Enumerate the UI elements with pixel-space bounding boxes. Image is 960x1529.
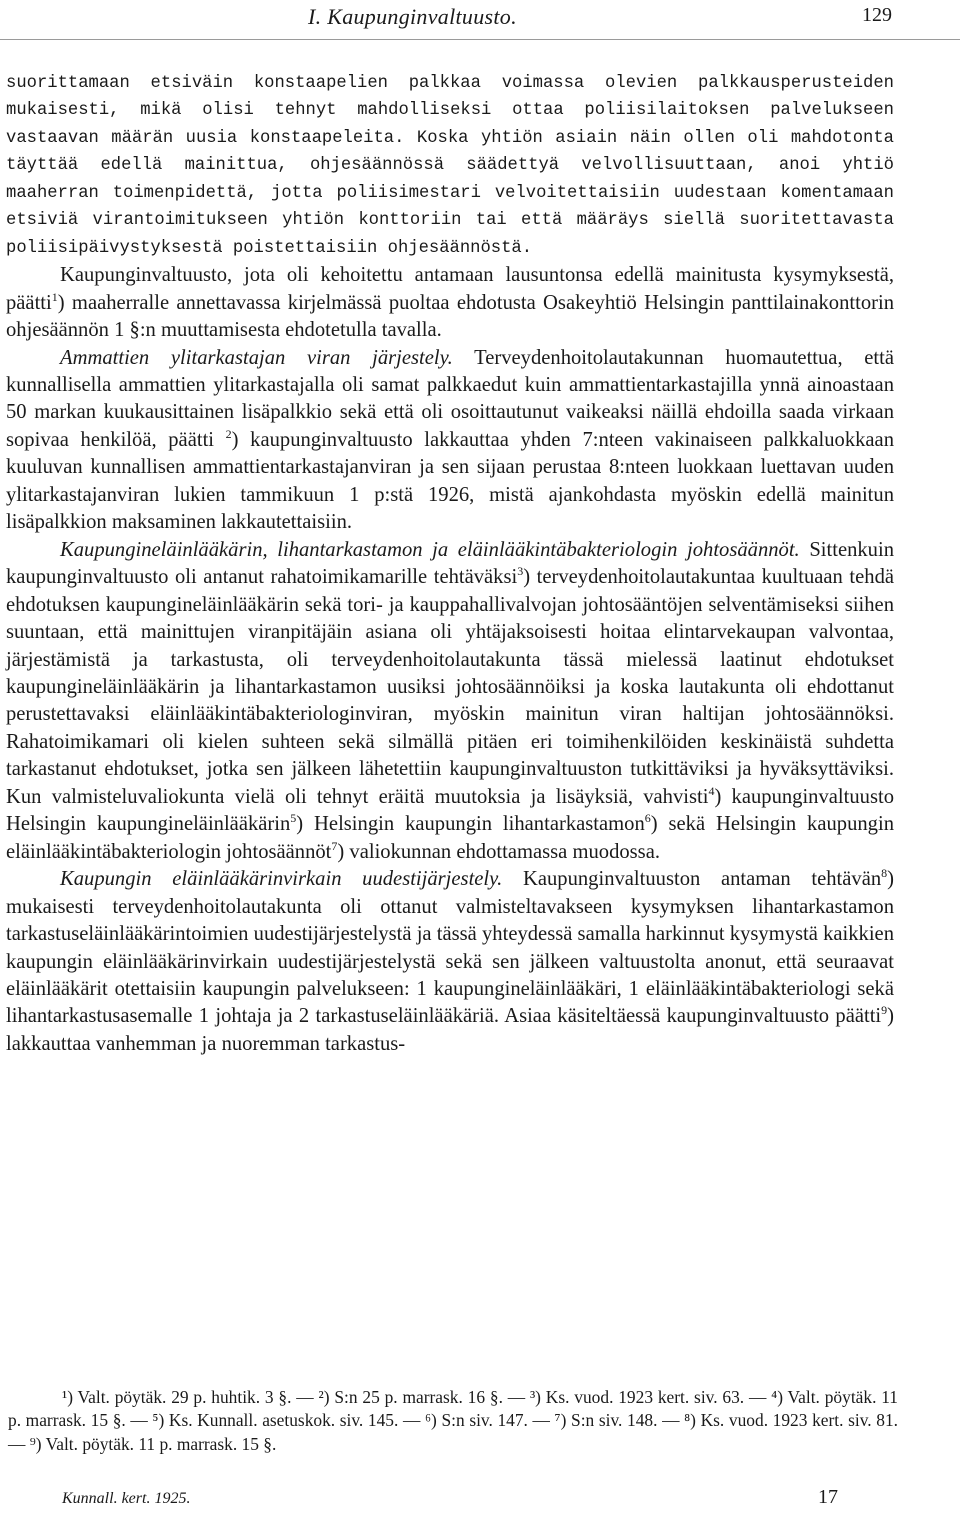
footer-signature-number: 17: [818, 1486, 838, 1508]
footnote-ref: 7: [331, 838, 338, 853]
running-title: I. Kaupunginvaltuusto.: [308, 4, 517, 29]
paragraph-text: ) sekä Helsingin kaupungin eläinlääkintäbakteriologin johtosäännöt: [6, 813, 894, 863]
footnote-ref: 3: [517, 564, 524, 579]
footnote-ref: 8: [881, 866, 888, 881]
paragraph-text: ) kaupunginvaltuusto lakkauttaa yhden 7:nteen vakinaiseen palkkaluokkaan kuuluvan kunnallisen ammattientarkastajanviran ja sen sijaan perustaa 8:nteen luokkaan luettavan uuden ylitarkastajanviran lukien tammikuun 1 p:stä 1926, mistä ajankohdasta myöskin edellä mainitun lisäpalkkion maksaminen lakkautettaisiin.: [6, 428, 894, 534]
paragraph-text: Koska yhtiön asiain näin ollen oli mahdotonta täyttää edellä mainittua, ohjesäännössä säädettyä velvollisuuttaan, anoi yhtiö maaherran toimenpidettä, jotta poliisimestari velvoitettaisiin uudestaan komentamaan etsiviä virantoimitukseen yhtiön konttoriin tai että määräys siellä suoritettavasta poliisipäivystyksestä poistettaisiin ohjesäännöstä.: [6, 128, 894, 258]
paragraph: [6, 345, 894, 537]
footnote-ref: 6: [644, 811, 651, 826]
paragraph-text: ) terveydenhoitolautakuntaa kuultuaan tehdä ehdotuksen kaupungineläinlääkärin sekä tori- ja kauppahallivalvojan johtosääntöjen selventämiseksi siihen suuntaan, että mainittujen viranpitäjäin asiana oli yhtäjaksoisesti hoitaa elintarvekaupan valvontaa, järjestämistä ja tarkastusta, oli terveydenhoitolautakunta tässä mielessä laatinut ehdotukset kaupungineläinlääkärin ja lihantarkastamon uusiksi johtosäännöiksi ja koska lautakunta oli ehdottanut perustettavaksi eläinlääkintäbakteriologinviran, myöskin mainitun viran haltijan johtosäännöksi. Rahatoimikamari oli kielen suhteen sekä silmällä pitäen eri toimihenkilöiden keskinäistä suhdetta tarkastanut ehdotukset, jotka sen jälkeen lähetettiin kaupunginvaltuuston tutkittäviksi ja hyväksyttäviksi. Kun valmisteluvaliokunta vielä oli tehnyt eräitä muutoksia ja lisäyksiä, vahvisti: [6, 566, 895, 808]
paragraph-continuation: [6, 70, 894, 262]
section-heading: Kaupungin eläinlääkärinvirkain uudestijärjestely.: [60, 868, 503, 891]
footnote-ref: 4: [708, 783, 715, 798]
page-number: 129: [862, 4, 892, 26]
paragraph-text: ) maaherralle annettavassa kirjelmässä puoltaa ehdotusta Osakeyhtiö Helsingin panttilainakonttorin ohjesäännön 1 §:n muuttamisesta ehdotetulla tavalla.: [6, 291, 894, 342]
paragraph-text: Terveydenhoitolautakunnan huomautettua, että kunnallisella ammattien ylitarkastajalla oli samat palkkaedut kuin ammattientarkastajilla ynnä ainoastaan 50 markan kuukausittainen lisäpalkkio sekä että oli osoittautunut vaikeaksi näillä ehdoilla saada virkaan sopivaa henkilöä, päätti: [6, 346, 894, 451]
paragraph-text: ) Helsingin kaupungin lihantarkastamon: [296, 813, 645, 836]
paragraph-text: Kaupunginvaltuuston antaman tehtävän: [502, 868, 882, 891]
footer-source: Kunnall. kert. 1925.: [62, 1490, 191, 1507]
paragraph-text: ) lakkauttaa vanhemman ja nuoremman tarkastus-: [6, 1005, 894, 1055]
footnotes: [8, 1386, 898, 1456]
body-text: [6, 70, 894, 1058]
paragraph: [6, 537, 894, 866]
page-header: [0, 4, 960, 34]
section-heading: Ammattien ylitarkastajan viran järjestely.: [60, 346, 453, 369]
paragraph-text: Kaupunginvaltuusto, jota oli kehoitettu antamaan lausuntonsa edellä mainitusta kysymyksestä, päätti: [6, 264, 894, 314]
paragraph: [6, 866, 894, 1058]
paragraph: [6, 262, 894, 344]
footnote-ref: 5: [290, 811, 297, 826]
paragraph-text: ) kaupunginvaltuusto Helsingin kaupungineläinlääkärin: [6, 785, 894, 836]
footnote-ref: 1: [51, 289, 58, 304]
footnote-text: ¹) Valt. pöytäk. 29 p. huhtik. 3 §. — ²) S:n 25 p. marrask. 16 §. — ³) Ks. vuod. 1923 kert. siv. 63. — ⁴) Valt. pöytäk. 11 p. marrask. 15 §. — ⁵) Ks. Kunnall. asetuskok. siv. 145. — ⁶) S:n siv. 147. — ⁷) S:n siv. 148. — ⁸) Ks. vuod. 1923 kert. siv. 81. — ⁹) Valt. pöytäk. 11 p. marrask. 15 §.: [8, 1387, 898, 1454]
section-heading: Kaupungineläinlääkärin, lihantarkastamon ja eläinlääkintäbakteriologin johtosäännöt.: [60, 538, 800, 561]
footnote-ref: 2: [225, 427, 232, 442]
paragraph-text: ) mukaisesti terveydenhoitolautakunta oli ottanut valmisteltavakseen kysymyksen lihantarkastamon tarkastuseläinlääkärintoimien uudestijärjestelystä ja tässä yhteydessä samalla harkinnut kysymystä kaikkien kaupungin eläinlääkärinvirkain uudestijärjestelystä sekä sen jälkeen valtuustolta anonut, että seuraavat eläinlääkärit otettaisiin kaupungin palvelukseen: 1 kaupungineläinlääkäri, 1 eläinlääkintäbakteriologi sekä lihantarkastusasemalle 1 johtaja ja 2 tarkastuseläinlääkäriä. Asiaa käsiteltäessä kaupunginvaltuusto päätti: [6, 868, 895, 1028]
footnote-ref: 9: [881, 1003, 888, 1018]
paragraph-text: suorittamaan etsiväin konstaapelien palkkaa voimassa olevien palkkausperusteiden mukaisesti, mikä olisi tehnyt mahdolliseksi ottaa poliisilaitoksen palvelukseen vastaavan määrän uusia konstaapeleita.: [6, 74, 894, 148]
header-rule: [0, 39, 960, 40]
paragraph-text: Sittenkuin kaupunginvaltuusto oli antanut rahatoimikamarille tehtäväksi: [6, 538, 894, 589]
paragraph-text: ) valiokunnan ehdottamassa muodossa.: [337, 840, 660, 863]
